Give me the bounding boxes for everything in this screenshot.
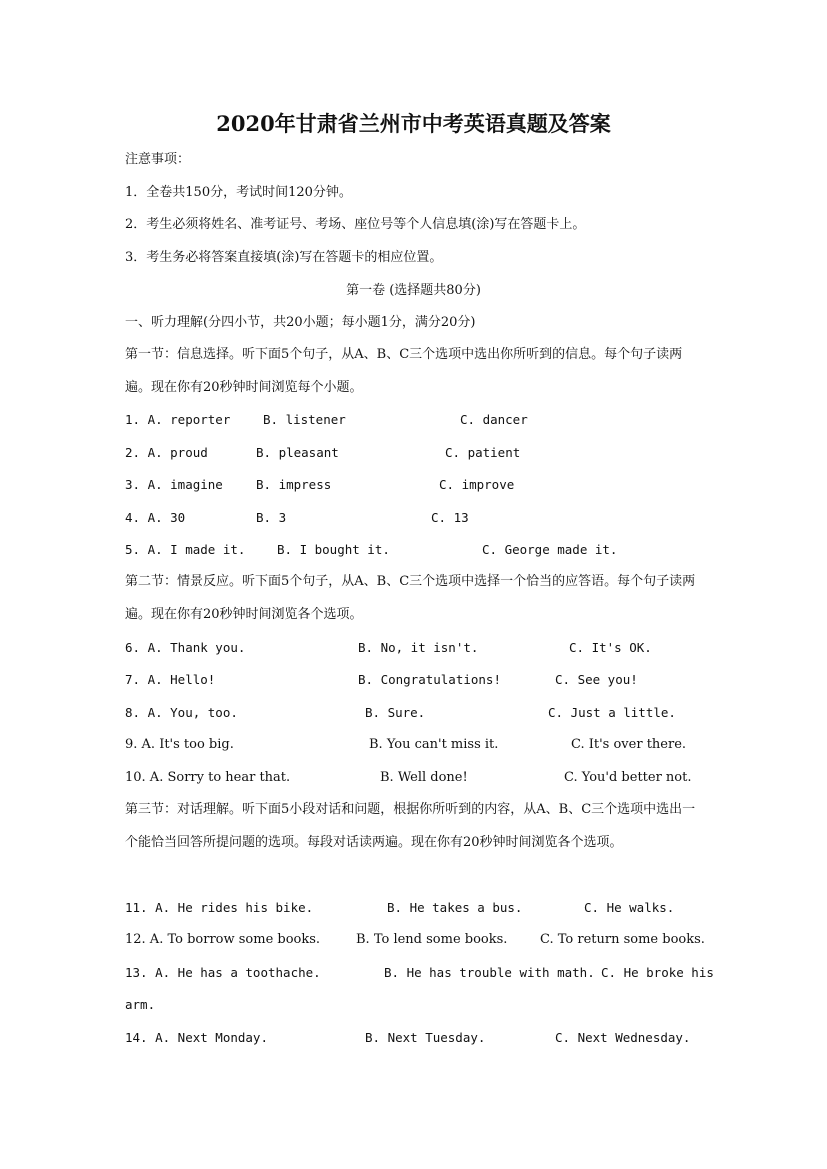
notice-item-1: 1．全卷共150分，考试时间120分钟。 (125, 185, 352, 200)
q7-option-c: C. See you! (555, 672, 638, 687)
q11-option-a: 11. A. He rides his bike. (125, 900, 314, 915)
volume-title: 第一卷 (选择题共80分) (346, 283, 481, 298)
q2-option-c: C. patient (445, 445, 521, 460)
q5-option-a: 5. A. I made it. (125, 542, 246, 557)
q9-option-a: 9. A. It's too big. (125, 737, 234, 752)
q6-option-b: B. No, it isn't. (358, 640, 479, 655)
q1-option-b: B. listener (263, 412, 346, 427)
document-title: 2020年甘肃省兰州市中考英语真题及答案 (216, 111, 611, 136)
q10-option-a: 10. A. Sorry to hear that. (125, 770, 291, 785)
q11-option-b: B. He takes a bus. (387, 900, 523, 915)
q14-option-b: B. Next Tuesday. (365, 1030, 486, 1045)
q12-option-b: B. To lend some books. (356, 932, 508, 947)
q11-option-c: C. He walks. (584, 900, 675, 915)
q3-option-b: B. impress (256, 477, 332, 492)
q10-option-c: C. You'd better not. (564, 770, 692, 785)
section1-intro: 第一节：信息选择。听下面5个句子，从A、B、C三个选项中选出你所听到的信息。每个句子读两遍。现在你有20秒钟时间浏览每个小题。 (125, 347, 683, 395)
q13-option-a: 13. A. He has a toothache. (125, 965, 321, 980)
q4-option-a: 4. A. 30 (125, 510, 186, 525)
notice-heading: 注意事项： (125, 152, 191, 167)
q2-option-b: B. pleasant (256, 445, 339, 460)
q8-option-b: B. Sure. (365, 705, 426, 720)
q9-option-c: C. It's over there. (571, 737, 687, 752)
q13-option-b: B. He has trouble with math. (384, 965, 595, 980)
q8-option-a: 8. A. You, too. (125, 705, 238, 720)
q12-option-c: C. To return some books. (540, 932, 705, 947)
q9-option-b: B. You can't miss it. (369, 737, 499, 752)
q13-continuation: arm. (125, 997, 156, 1012)
section2-intro: 第二节：情景反应。听下面5个句子，从A、B、C三个选项中选择一个恰当的应答语。每个句子读两遍。现在你有20秒钟时间浏览各个选项。 (125, 574, 696, 622)
q8-option-c: C. Just a little. (548, 705, 676, 720)
q13-option-c: C. He broke his (601, 965, 714, 980)
q6-option-c: C. It's OK. (569, 640, 652, 655)
q2-option-a: 2. A. proud (125, 445, 208, 460)
section3-intro: 第三节：对话理解。听下面5小段对话和问题，根据你所听到的内容，从A、B、C三个选项中选出一个能恰当回答所提问题的选项。每段对话读两遍。现在你有20秒钟时间浏览各个选项。 (125, 802, 696, 850)
q1-option-c: C. dancer (460, 412, 528, 427)
q5-option-b: B. I bought it. (277, 542, 390, 557)
q3-option-c: C. improve (439, 477, 515, 492)
q1-option-a: 1. A. reporter (125, 412, 231, 427)
q4-option-c: C. 13 (431, 510, 469, 525)
q12-option-a: 12. A. To borrow some books. (125, 932, 321, 947)
q6-option-a: 6. A. Thank you. (125, 640, 246, 655)
q5-option-c: C. George made it. (482, 542, 618, 557)
part1-heading: 一、听力理解(分四小节，共20小题；每小题1分，满分20分) (125, 315, 476, 330)
q4-option-b: B. 3 (256, 510, 287, 525)
q3-option-a: 3. A. imagine (125, 477, 223, 492)
q7-option-a: 7. A. Hello! (125, 672, 216, 687)
q7-option-b: B. Congratulations! (358, 672, 501, 687)
q14-option-a: 14. A. Next Monday. (125, 1030, 268, 1045)
notice-item-3: 3．考生务必将答案直接填(涂)写在答题卡的相应位置。 (125, 250, 443, 265)
q10-option-b: B. Well done! (380, 770, 468, 785)
q14-option-c: C. Next Wednesday. (555, 1030, 691, 1045)
notice-item-2: 2．考生必须将姓名、准考证号、考场、座位号等个人信息填(涂)写在答题卡上。 (125, 217, 586, 232)
